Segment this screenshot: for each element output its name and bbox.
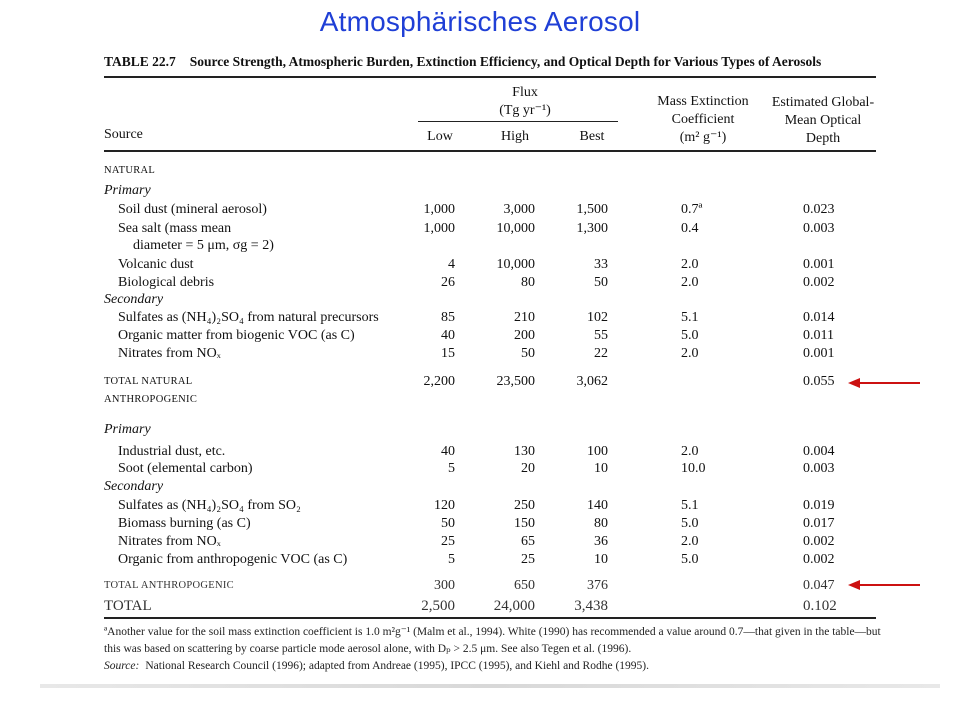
table-row-total-anthropogenic: TOTAL ANTHROPOGENIC 300 650 376 0.047 [104,578,835,593]
header-bottom-rule [104,150,876,152]
table-number: TABLE 22.7 [104,54,176,69]
section-anthropogenic: ANTHROPOGENIC [104,394,198,405]
header-flux-title: Flux [512,85,538,100]
table-row-continuation: diameter = 5 μm, σg = 2) [133,238,274,253]
table-row: Volcanic dust 4 10,000 33 2.0 0.001 [118,257,835,272]
table-row: Soot (elemental carbon) 5 20 10 10.0 0.003 [118,461,835,476]
header-high: High [501,129,529,144]
header-mec-line1: Mass Extinction [657,94,749,109]
header-mec-line2: Coefficient [671,112,735,127]
section-secondary-natural: Secondary [104,292,164,307]
header-mec-line3: (m² g⁻¹) [679,130,727,145]
header-low: Low [427,129,453,144]
header-aod-line3: Depth [805,131,841,146]
header-source: Source [104,127,143,142]
table-row: Sulfates as (NH₄)₂SO₄ from SO₂ 120 250 140 5.1 0.019 [118,498,835,513]
header-aod-line2: Mean Optical [784,113,862,128]
section-primary-anthro: Primary [104,422,151,437]
source-line [104,658,894,675]
table-row: Sea salt (mass mean 1,000 10,000 1,300 0.4 0.003 [118,221,835,236]
table-row: Biomass burning (as C) 50 150 80 5.0 0.017 [118,516,835,531]
arrow-total-anthropogenic [848,579,920,591]
slide-title: Atmosphärisches Aerosol [319,6,641,37]
flux-divider [418,121,618,122]
page-edge-shadow [40,684,940,688]
table-row-total: TOTAL 2,500 24,000 3,438 0.102 [104,598,837,614]
table-row-total-natural: TOTAL NATURAL 2,200 23,500 3,062 0.055 [104,374,835,389]
table-row: Sulfates as (NH₄)₂SO₄ from natural precursors 85 210 102 5.1 0.014 [118,310,835,325]
table-row: Soil dust (mineral aerosol) 1,000 3,000 1,500 0.7ª 0.023 [118,202,835,217]
section-primary-natural: Primary [104,183,151,198]
table-bottom-rule [104,617,876,619]
table-row: Nitrates from NOₓ 25 65 36 2.0 0.002 [118,534,835,549]
table-caption-text: Source Strength, Atmospheric Burden, Extinction Efficiency, and Optical Depth for Various Types of Aerosols [189,54,822,69]
source-text: National Research Council (1996); adapted from Andreae (1995), IPCC (1995), and Kiehl and Rodhe (1995). [145,660,649,672]
header-flux-unit: (Tg yr⁻¹) [499,103,551,118]
table-row: Biological debris 26 80 50 2.0 0.002 [118,275,835,290]
header-best: Best [579,129,605,144]
table-row: Organic from anthropogenic VOC (as C) 5 25 10 5.0 0.002 [118,552,835,567]
table-row: Industrial dust, etc. 40 130 100 2.0 0.004 [118,444,835,459]
source-label: Source: [104,660,140,672]
section-natural: NATURAL [104,165,156,176]
section-secondary-anthro: Secondary [104,479,164,494]
header-aod-line1: Estimated Global- [771,95,875,110]
footnotes [104,624,894,675]
table-row: Organic matter from biogenic VOC (as C) 40 200 55 5.0 0.011 [118,328,834,343]
table-top-rule [104,76,876,78]
arrow-total-natural [848,377,920,389]
footnote-a: ªAnother value for the soil mass extinction coefficient is 1.0 m²g⁻¹ (Malm et al., 1994). White (1990) has recommended a value around 0.7—that given in the table—but this was based on scattering by coarse particle mode aerosol alone, with Dₚ > 2.5 μm. See also Tegen et al. (1996). [104,626,881,655]
table-caption [104,54,884,70]
table-row: Nitrates from NOₓ 15 50 22 2.0 0.001 [118,346,835,361]
